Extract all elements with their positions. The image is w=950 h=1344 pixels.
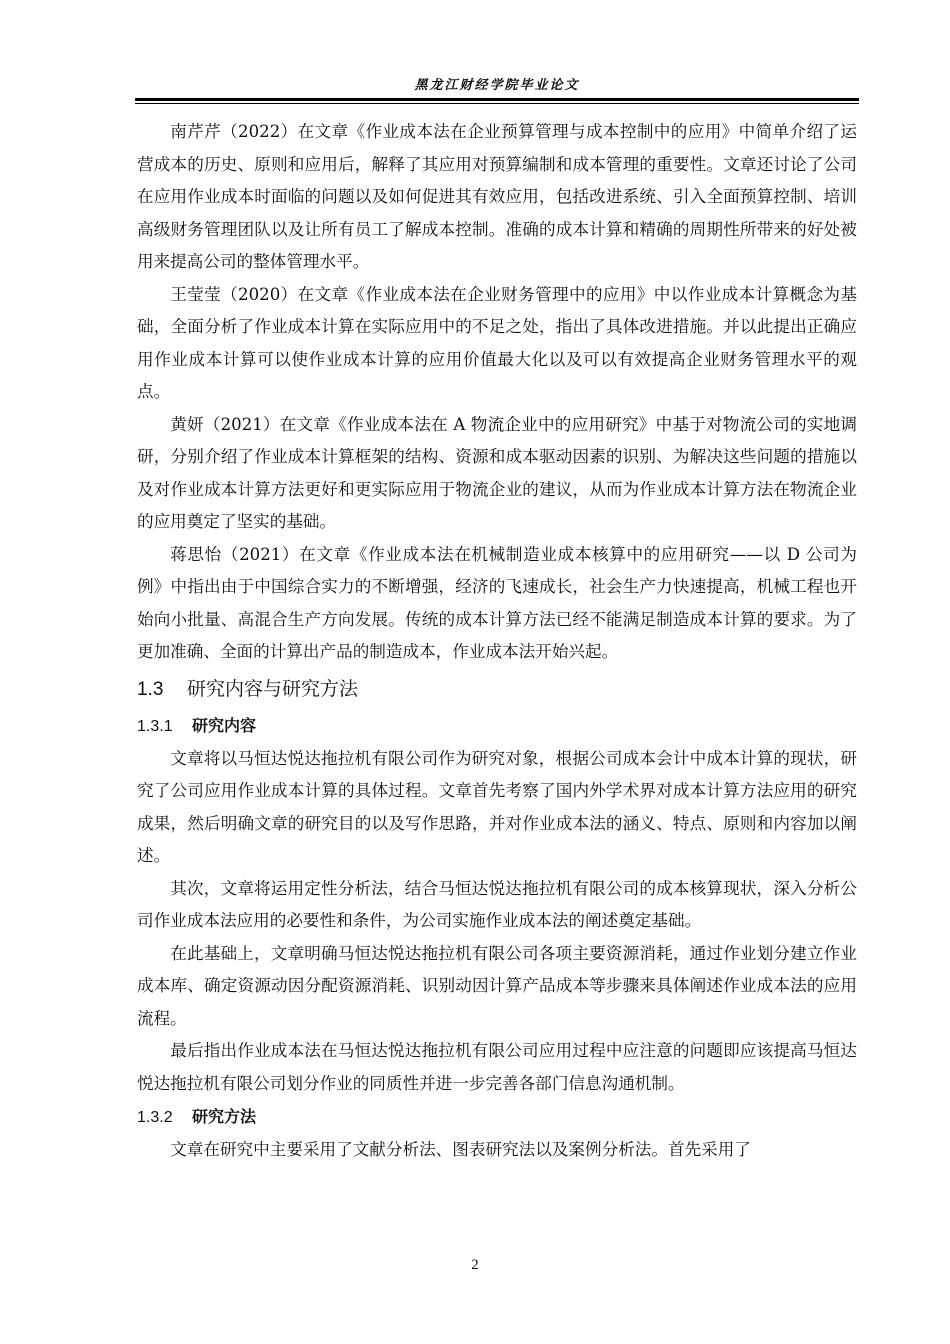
paragraph-jiang: 蒋思怡（2021）在文章《作业成本法在机械制造业成本核算中的应用研究——以 D 公司为例》中指出由于中国综合实力的不断增强，经济的飞速成长，社会生产力快速提高，机械工程也开始向小批量、高混合生产方向发展。传统的成本计算方法已经不能满足制造成本计算的要求。为了更加准确、全面的计算出产品的制造成本，作业成本法开始兴起。 [137,544,857,661]
section-number: 1.3 [137,678,164,700]
paragraph-content-1: 文章将以马恒达悦达拖拉机有限公司作为研究对象，根据公司成本会计中成本计算的现状，研究了公司应用作业成本计算的具体过程。文章首先考察了国内外学术界对成本计算方法应用的研究成果，然后明确文章的研究目的以及写作思路，并对作业成本法的涵义、特点、原则和内容加以阐述。 [137,748,857,865]
header-rule-thick [135,98,859,101]
subsection-heading-1-3-1 [137,709,857,743]
page-header-title: 黑龙江财经学院毕业论文 [414,78,580,93]
paragraph-huang: 黄妍（2021）在文章《作业成本法在 A 物流企业中的应用研究》中基于对物流公司的实地调研，分别介绍了作业成本计算框架的结构、资源和成本驱动因素的识别、为解决这些问题的措施以及对作业成本计算方法更好和更实际应用于物流企业的建议，从而为作业成本计算方法在物流企业的应用奠定了坚实的基础。 [137,414,857,531]
page-number: 2 [471,1257,479,1273]
paragraph-content-2: 其次，文章将运用定性分析法，结合马恒达悦达拖拉机有限公司的成本核算现状，深入分析公司作业成本法应用的必要性和条件，为公司实施作业成本法的阐述奠定基础。 [137,878,857,930]
subsection-number: 1.3.1 [137,717,173,735]
subsection-heading-1-3-2 [137,1100,857,1134]
subsection-title: 研究内容 [192,715,257,735]
page-body [137,116,857,1167]
paragraph-method-1: 文章在研究中主要采用了文献分析法、图表研究法以及案例分析法。首先采用了 [170,1140,751,1159]
paragraph-wang: 王莹莹（2020）在文章《作业成本法在企业财务管理中的应用》中以作业成本计算概念为基础，全面分析了作业成本计算在实际应用中的不足之处，指出了具体改进措施。并以此提出正确应用作业成本计算可以使作业成本计算的应用价值最大化以及可以有效提高企业财务管理水平的观点。 [137,284,857,401]
header-rule-thin [135,103,859,104]
paragraph-content-3: 在此基础上，文章明确马恒达悦达拖拉机有限公司各项主要资源消耗，通过作业划分建立作业成本库、确定资源动因分配资源消耗、识别动因计算产品成本等步骤来具体阐述作业成本法的应用流程。 [137,943,857,1028]
subsection-number: 1.3.2 [137,1109,173,1126]
subsection-title: 研究方法 [192,1107,257,1126]
section-title: 研究内容与研究方法 [187,677,359,700]
paragraph-content-4: 最后指出作业成本法在马恒达悦达拖拉机有限公司应用过程中应注意的问题即应该提高马恒达悦达拖拉机有限公司划分作业的同质性并进一步完善各部门信息沟通机制。 [137,1041,857,1093]
paragraph-nan: 南芹芹（2022）在文章《作业成本法在企业预算管理与成本控制中的应用》中简单介绍了运营成本的历史、原则和应用后，解释了其应用对预算编制和成本管理的重要性。文章还讨论了公司在应用作业成本时面临的问题以及如何促进其有效应用，包括改进系统、引入全面预算控制、培训高级财务管理团队以及让所有员工了解成本控制。准确的成本计算和精确的周期性所带来的好处被用来提高公司的整体管理水平。 [137,122,857,271]
section-heading-1-3 [137,669,857,709]
